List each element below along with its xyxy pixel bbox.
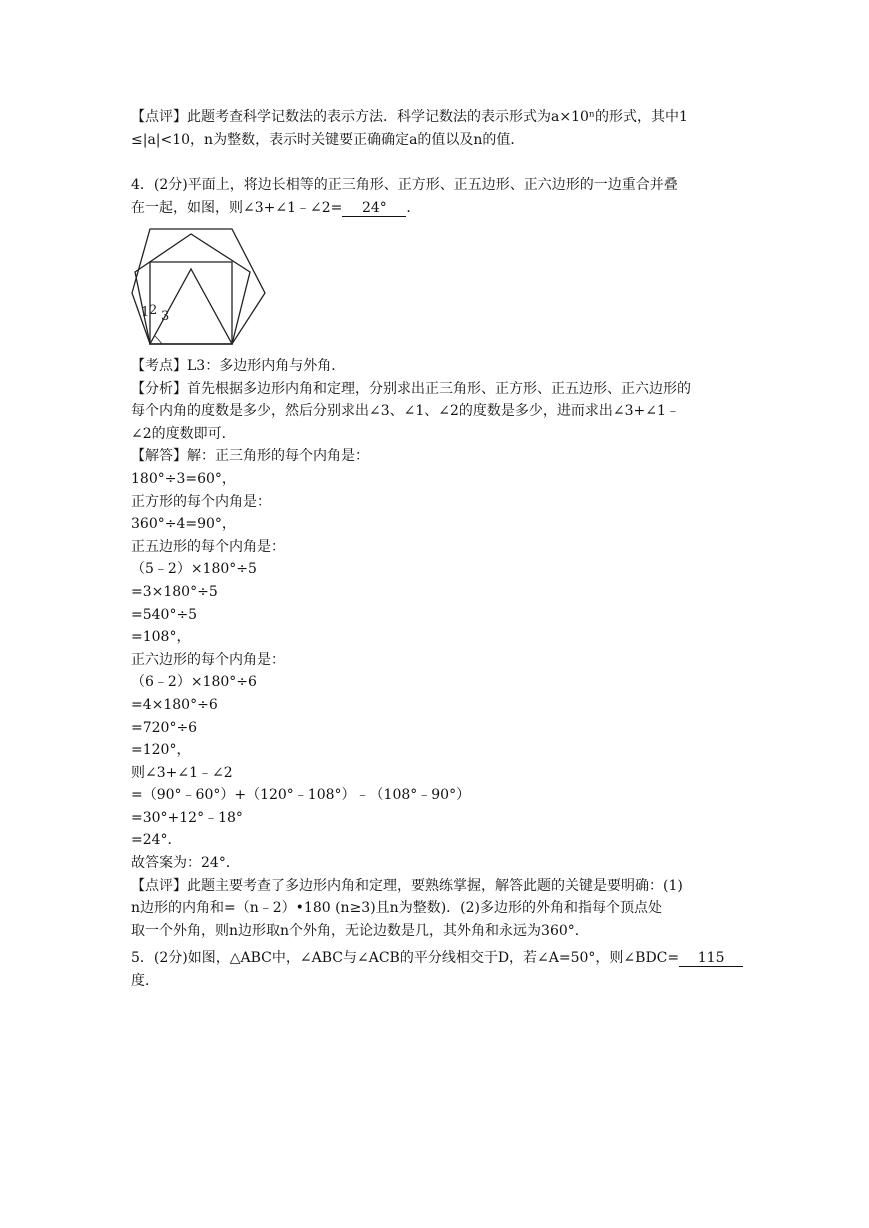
solution-line: 【考点】L3：多边形内角与外角．: [131, 358, 346, 374]
hexagon: [132, 229, 265, 344]
solution-line: 正五边形的每个内角是：: [131, 538, 285, 555]
solution-line: 正方形的每个内角是：: [131, 493, 271, 510]
solution-line: =3×180°÷5: [131, 583, 218, 600]
question-4-line-2: [131, 197, 741, 220]
angle-label-1: 1: [141, 305, 150, 320]
solution-line: =24°．: [131, 832, 182, 849]
solution-line: 【分析】首先根据多边形内角和定理，分别求出正三角形、正方形、正五边形、正六边形的: [131, 380, 691, 397]
solution-line: ∠2的度数即可．: [131, 425, 236, 442]
solution-line: =120°，: [131, 742, 191, 759]
solution-line: 360°÷4=90°，: [131, 516, 236, 533]
solution-line: 取一个外角，则n边形取n个外角，无论边数是几，其外角和永远为360°．: [131, 922, 589, 939]
question-5-text: 5．(2分)如图，△ABC中，∠ABC与∠ACB的平分线相交于D，若∠A=50°，则∠BDC=: [131, 950, 680, 966]
solution-line: 【解答】解：正三角形的每个内角是：: [131, 448, 369, 465]
solution-line: 故答案为：24°．: [131, 855, 240, 872]
solution-line: 正六边形的每个内角是：: [131, 651, 285, 668]
solution-line: 每个内角的度数是多少，然后分别求出∠3、∠1、∠2的度数是多少，进而求出∠3+∠1﹣: [131, 403, 680, 420]
square: [150, 262, 232, 344]
text-line: 【点评】此题考查科学记数法的表示方法．科学记数法的表示形式为a×10ⁿ的形式，其中1: [131, 109, 688, 125]
solution-line: 180°÷3=60°，: [131, 470, 236, 487]
solution-line: （6﹣2）×180°÷6: [131, 674, 257, 691]
angle-label-2: 2: [149, 303, 158, 318]
question-4-line-1: 4．(2分)平面上，将边长相等的正三角形、正方形、正五边形、正六边形的一边重合并叠: [131, 177, 678, 193]
text-line: ≤|a|<10，n为整数，表示时关键要正确确定a的值以及n的值．: [131, 131, 525, 148]
answer-blank: 115: [679, 950, 743, 967]
solution-line: =108°，: [131, 629, 191, 646]
solution-line: 【点评】此题主要考查了多边形内角和定理，要熟练掌握，解答此题的关键是要明确：(1): [131, 877, 683, 894]
polygon-figure: [129, 224, 269, 348]
solution-line: =4×180°÷6: [131, 696, 218, 713]
question-5-line-1: [131, 947, 741, 970]
answer-blank: 24°: [342, 200, 406, 217]
question-4-text-end: ．: [406, 199, 421, 216]
comment-block-prev: [131, 106, 741, 151]
triangle: [150, 269, 232, 344]
solution-line: n边形的内角和=（n﹣2）•180 (n≥3)且n为整数)．(2)多边形的外角和指每个顶点处: [131, 900, 662, 917]
solution-line: =（90°﹣60°）+（120°﹣108°）﹣（108°﹣90°）: [131, 787, 471, 804]
question-5: [131, 947, 741, 992]
solution-block: [131, 355, 741, 942]
polygon-diagram: [129, 224, 269, 348]
angle-arc: [155, 336, 162, 344]
question-4-text: 在一起，如图，则∠3+∠1﹣∠2=: [131, 199, 343, 216]
solution-line: （5﹣2）×180°÷5: [131, 561, 257, 578]
question-5-line-2: 度．: [131, 972, 159, 989]
solution-line: 则∠3+∠1﹣∠2: [131, 764, 233, 781]
pentagon: [135, 234, 250, 344]
angle-label-3: 3: [161, 309, 170, 324]
question-4: [131, 174, 741, 219]
solution-line: =30°+12°﹣18°: [131, 809, 243, 826]
solution-line: =540°÷5: [131, 606, 198, 623]
solution-line: =720°÷6: [131, 719, 198, 736]
